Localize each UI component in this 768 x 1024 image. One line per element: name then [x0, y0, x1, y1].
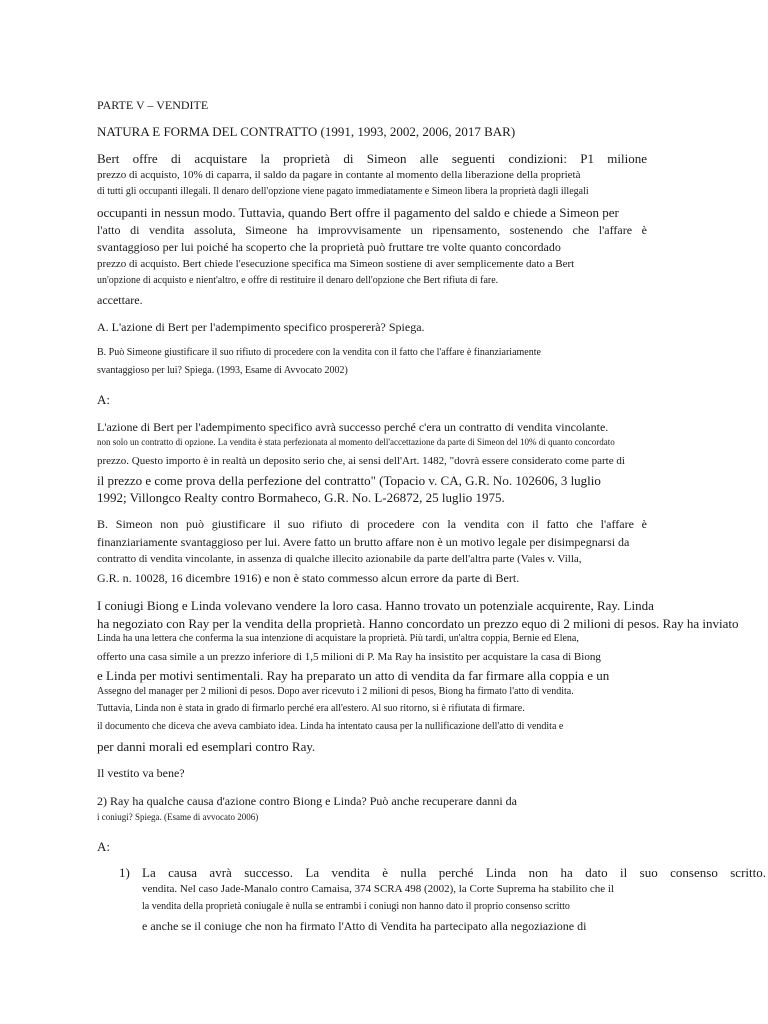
answer-line: non solo un contratto di opzione. La vendita è stata perfezionata al momento dell'accettazione da parte di Simeon del 10% di quanto concordato: [97, 437, 615, 447]
q2-line: il documento che diceva che aveva cambiato idea. Linda ha intentato causa per la nullificazione dell'atto di vendita e: [97, 721, 564, 732]
answer-line: 1992; Villongco Realty contro Bormaheco, G.R. No. L-26872, 25 luglio 1975.: [97, 490, 505, 505]
q1-line: di tutti gli occupanti illegali. Il denaro dell'opzione viene pagato immediatamente e Simeon libera la proprietà dagli illegali: [97, 186, 589, 197]
q1-subquestion-b: svantaggioso per lui? Spiega. (1993, Esame di Avvocato 2002): [97, 365, 348, 376]
q1-line: prezzo di acquisto, 10% di caparra, il saldo da pagare in contante al momento della liberazione della proprietà: [97, 169, 581, 181]
q1-line: l'atto di vendita assoluta, Simeone ha improvvisamente un ripensamento, sostenendo che l'affare è: [97, 223, 647, 237]
answer-line: vendita. Nel caso Jade-Manalo contro Camaisa, 374 SCRA 498 (2002), la Corte Suprema ha stabilito che il: [142, 883, 614, 895]
q1-line: occupanti in nessun modo. Tuttavia, quando Bert offre il pagamento del saldo e chiede a Simeon per: [97, 205, 619, 220]
q2-line: ha negoziato con Ray per la vendita della proprietà. Hanno concordato un prezzo equo di 2 milioni di pesos. Ray ha inviato: [97, 616, 739, 631]
answer-line: la vendita della proprietà coniugale è nulla se entrambi i coniugi non hanno dato il proprio consenso scritto: [142, 901, 570, 912]
q2-line: Linda ha una lettera che conferma la sua intenzione di acquistare la proprietà. Più tardi, un'altra coppia, Bernie ed Elena,: [97, 633, 579, 644]
answer-line: finanziariamente svantaggioso per lui. Avere fatto un brutto affare non è un motivo legale per disimpegnarsi da: [97, 535, 630, 549]
q1-subquestion-b: B. Può Simeone giustificare il suo rifiuto di procedere con la vendita con il fatto che l'affare è finanziariamente: [97, 347, 541, 358]
answer-line: G.R. n. 10028, 16 dicembre 1916) e non è stato commesso alcun errore da parte di Bert.: [97, 571, 520, 585]
q2-line: e Linda per motivi sentimentali. Ray ha preparato un atto di vendita da far firmare alla coppia e un: [97, 668, 610, 683]
q1-line: svantaggioso per lui poiché ha scoperto che la proprietà può fruttare tre volte quanto concordado: [97, 240, 561, 254]
answer-line: La causa avrà successo. La vendita è nulla perché Linda non ha dato il suo consenso scritto.: [142, 865, 766, 880]
q1-line: un'opzione di acquisto e nient'altro, e offre di restituire il denaro dell'opzione che Bert rifiuta di fare.: [97, 275, 499, 286]
answer-line: L'azione di Bert per l'adempimento specifico avrà successo perché c'era un contratto di vendita vincolante.: [97, 420, 609, 434]
answer-line: contratto di vendita vincolante, in assenza di qualche illecito azionabile da parte dell'altra parte (Vales v. Villa,: [97, 553, 582, 565]
q1-line: prezzo di acquisto. Bert chiede l'esecuzione specifica ma Simeon sostiene di aver semplicemente dato a Bert: [97, 258, 575, 270]
q2-suit-question: Il vestito va bene?: [97, 766, 185, 780]
section-heading: NATURA E FORMA DEL CONTRATTO (1991, 1993, 2002, 2006, 2017 BAR): [97, 124, 516, 139]
list-number: 1): [119, 865, 130, 880]
answer-line: prezzo. Questo importo è in realtà un deposito serio che, ai sensi dell'Art. 1482, "dovrà essere considerato come parte di: [97, 455, 625, 467]
q1-line: Bert offre di acquistare la proprietà di Simeon alle seguenti condizioni: P1 milione: [97, 151, 647, 166]
q2-line: Assegno del manager per 2 milioni di pesos. Dopo aver ricevuto i 2 milioni di pesos, Biong ha firmato l'atto di vendita.: [97, 686, 574, 697]
q1-subquestion-a: A. L'azione di Bert per l'adempimento specifico prospererà? Spiega.: [97, 320, 425, 334]
q2-line: per danni morali ed esemplari contro Ray.: [97, 739, 316, 754]
q1-line: accettare.: [97, 293, 143, 307]
part-heading: PARTE V – VENDITE: [97, 98, 209, 112]
q2-line: I coniugi Biong e Linda volevano vendere la loro casa. Hanno trovato un potenziale acquirente, Ray. Linda: [97, 598, 654, 613]
q2-line: offerto una casa simile a un prezzo inferiore di 1,5 milioni di P. Ma Ray ha insistito per acquistare la casa di Biong: [97, 651, 601, 663]
answer-label: A:: [97, 392, 110, 407]
answer-line: il prezzo e come prova della perfezione del contratto" (Topacio v. CA, G.R. No. 102606, 3 luglio: [97, 473, 601, 488]
answer-line: B. Simeon non può giustificare il suo rifiuto di procedere con la vendita con il fatto che l'affare è: [97, 517, 647, 531]
answer-label: A:: [97, 839, 110, 854]
q2-line: Tuttavia, Linda non è stata in grado di firmarlo perché era all'estero. Al suo ritorno, si è rifiutata di firmare.: [97, 703, 525, 714]
q2-subquestion: 2) Ray ha qualche causa d'azione contro Biong e Linda? Può anche recuperare danni da: [97, 794, 517, 808]
answer-line: e anche se il coniuge che non ha firmato l'Atto di Vendita ha partecipato alla negoziazione di: [142, 919, 587, 933]
q2-subquestion: i coniugi? Spiega. (Esame di avvocato 2006): [97, 812, 259, 822]
